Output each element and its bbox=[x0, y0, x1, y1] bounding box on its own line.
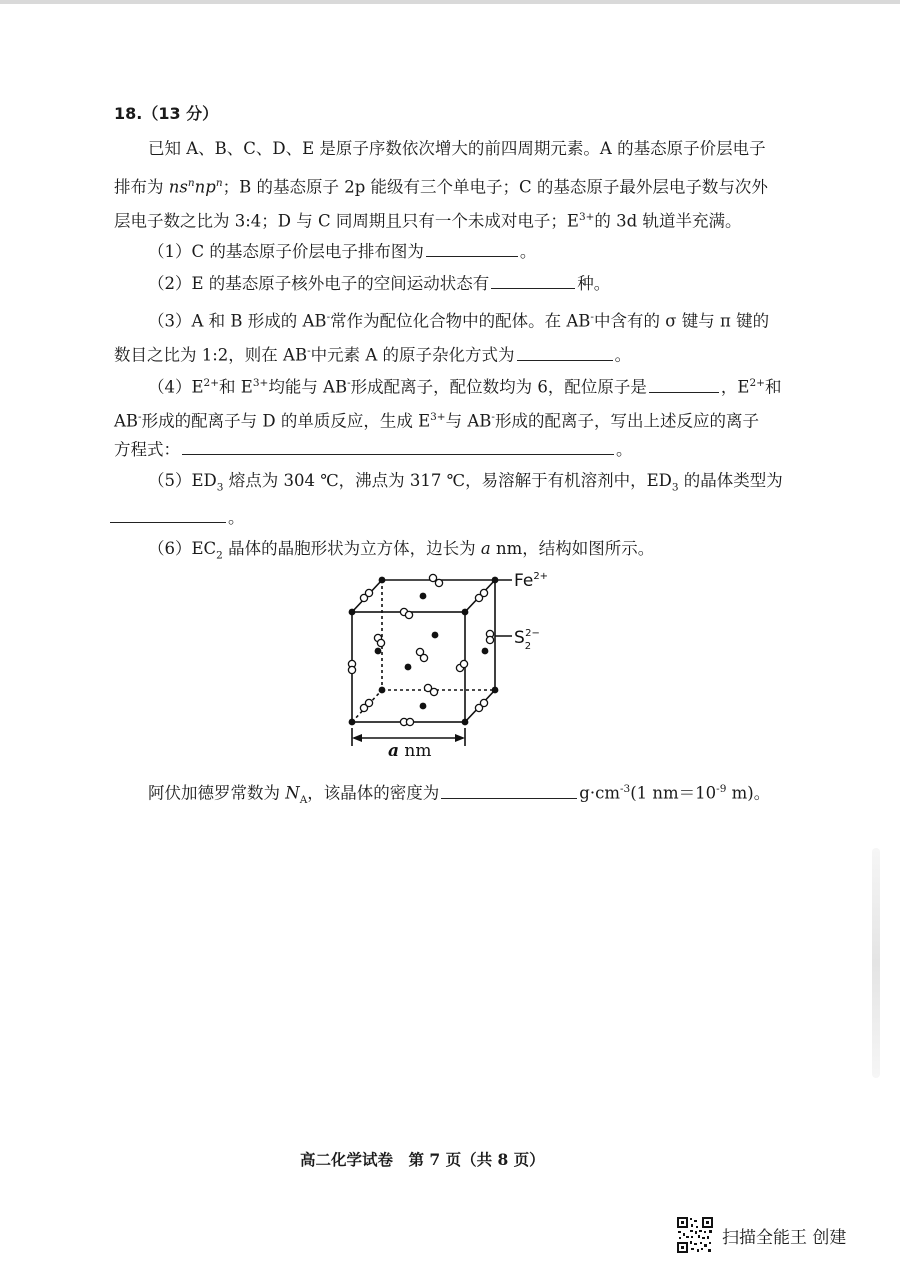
part-1: （1）C 的基态原子价层电子排布图为 。 bbox=[148, 242, 537, 261]
intro-line-1: 已知 A、B、C、D、E 是原子序数依次增大的前四周期元素。A 的基态原子价层电子 bbox=[148, 139, 766, 158]
part-3-line-2: 数目之比为 1:2，则在 AB-中元素 A 的原子杂化方式为 。 bbox=[114, 345, 632, 365]
qr-code-icon bbox=[676, 1216, 714, 1254]
answer-blank-2[interactable] bbox=[491, 272, 575, 289]
question-number: 18.（13 分） bbox=[114, 104, 219, 123]
part-3-line-1: （3）A 和 B 形成的 AB-常作为配位化合物中的配体。在 AB-中含有的 σ 键与 π 键的 bbox=[148, 311, 770, 331]
edge-length-label: a nm bbox=[388, 741, 432, 760]
intro-line-3: 层电子数之比为 3:4；D 与 C 同周期且只有一个未成对电子；$E^{3+}$的 3d 轨道半充满。 bbox=[114, 211, 742, 231]
answer-blank-3[interactable] bbox=[517, 344, 613, 361]
part-4-line-3: 方程式： 。 bbox=[114, 440, 633, 459]
scan-side-artifact bbox=[872, 848, 880, 1078]
part-5-line-2: 。 bbox=[108, 506, 245, 529]
page-footer: 高二化学试卷 第 7 页（共 8 页） bbox=[300, 1150, 545, 1169]
part-2: （2）E 的基态原子核外电子的空间运动状态有 种。 bbox=[148, 274, 611, 293]
part-6-density: 阿伏加德罗常数为 $N_A$，该晶体的密度为 $g\cdot cm^{-3}(1$ $nm=10^{-9}$ m)。 bbox=[148, 783, 771, 806]
part-6: $(6)EC_2$ 晶体的晶胞形状为立方体，边长为 a nm，结构如图所示。 bbox=[148, 539, 655, 562]
scanner-watermark: 扫描全能王 创建 bbox=[722, 1228, 847, 1248]
answer-blank-5[interactable] bbox=[110, 506, 226, 523]
part-4-line-1: $(4)E^{2+}$和 $E^{3+}$均能与 AB-形成配离子，配位数均为 6，配位原子是 ，$E^{2+}$和 bbox=[148, 377, 782, 397]
answer-blank-1[interactable] bbox=[426, 240, 518, 257]
intro-line-2: 排布为 $ns^nnp^n$；B 的基态原子 2p 能级有三个单电子；C 的基态原子最外层电子数与次外 bbox=[114, 177, 768, 197]
s2-label: $S_22-$ bbox=[514, 628, 540, 652]
answer-blank-4b[interactable] bbox=[182, 438, 614, 455]
answer-blank-6[interactable] bbox=[441, 782, 577, 799]
fe-label: $Fe^{2+}$ bbox=[514, 571, 549, 591]
part-4-line-2: AB-形成的配离子与 D 的单质反应，生成 $E^{3+}$与 AB-形成的配离子，写出上述反应的离子 bbox=[114, 411, 759, 431]
scan-top-edge bbox=[0, 0, 900, 4]
crystal-cell-figure bbox=[340, 570, 560, 760]
answer-blank-4a[interactable] bbox=[649, 376, 719, 393]
part-5-line-1: $(5)ED_3$ 熔点为 304 ℃，沸点为 317 ℃，易溶解于有机溶剂中，$ED_3$ 的晶体类型为 bbox=[148, 471, 783, 494]
